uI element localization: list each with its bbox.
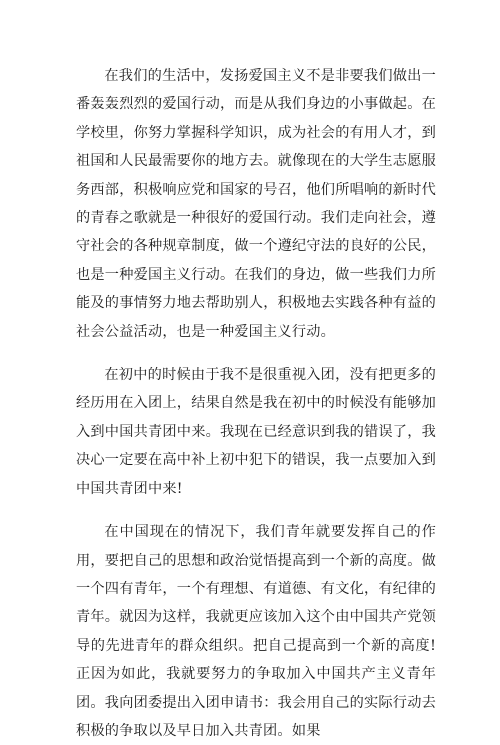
paragraph-2: 在初中的时候由于我不是很重视入团，没有把更多的经历用在入团上，结果自然是我在初中的时候没有能够加入到中国共青团中来。我现在已经意识到我的错误了，我决心一定要在高中补上初中犯下的错误，我一点要加入到中国共青团中来! — [76, 367, 436, 497]
paragraph-1: 在我们的生活中，发扬爱国主义不是非要我们做出一番轰轰烈烈的爱国行动，而是从我们身边的小事做起。在学校里，你努力掌握科学知识，成为社会的有用人才，到祖国和人民最需要你的地方去。就像现在的大学生志愿服务西部，积极响应党和国家的号召，他们所唱响的新时代的青春之歌就是一种很好的爱国行动。我们走向社会，遵守社会的各种规章制度，做一个遵纪守法的良好的公民，也是一种爱国主义行动。在我们的身边，做一些我们力所能及的事情努力地去帮助别人，积极地去实践各种有益的社会公益活动，也是一种爱国主义行动。 — [76, 68, 436, 340]
paragraph-3: 在中国现在的情况下，我们青年就要发挥自己的作用，要把自己的思想和政治觉悟提高到一个新的高度。做一个四有青年，一个有理想、有道德、有文化，有纪律的青年。就因为这样，我就更应该加入这个由中国共产党领导的先进青年的群众组织。把自己提高到一个新的高度!正因为如此，我就要努力的争取加入中国共产主义青年团。我向团委提出入团申请书：我会用自己的实际行动去积极的争取以及早日加入共青团。如果 — [76, 524, 436, 739]
